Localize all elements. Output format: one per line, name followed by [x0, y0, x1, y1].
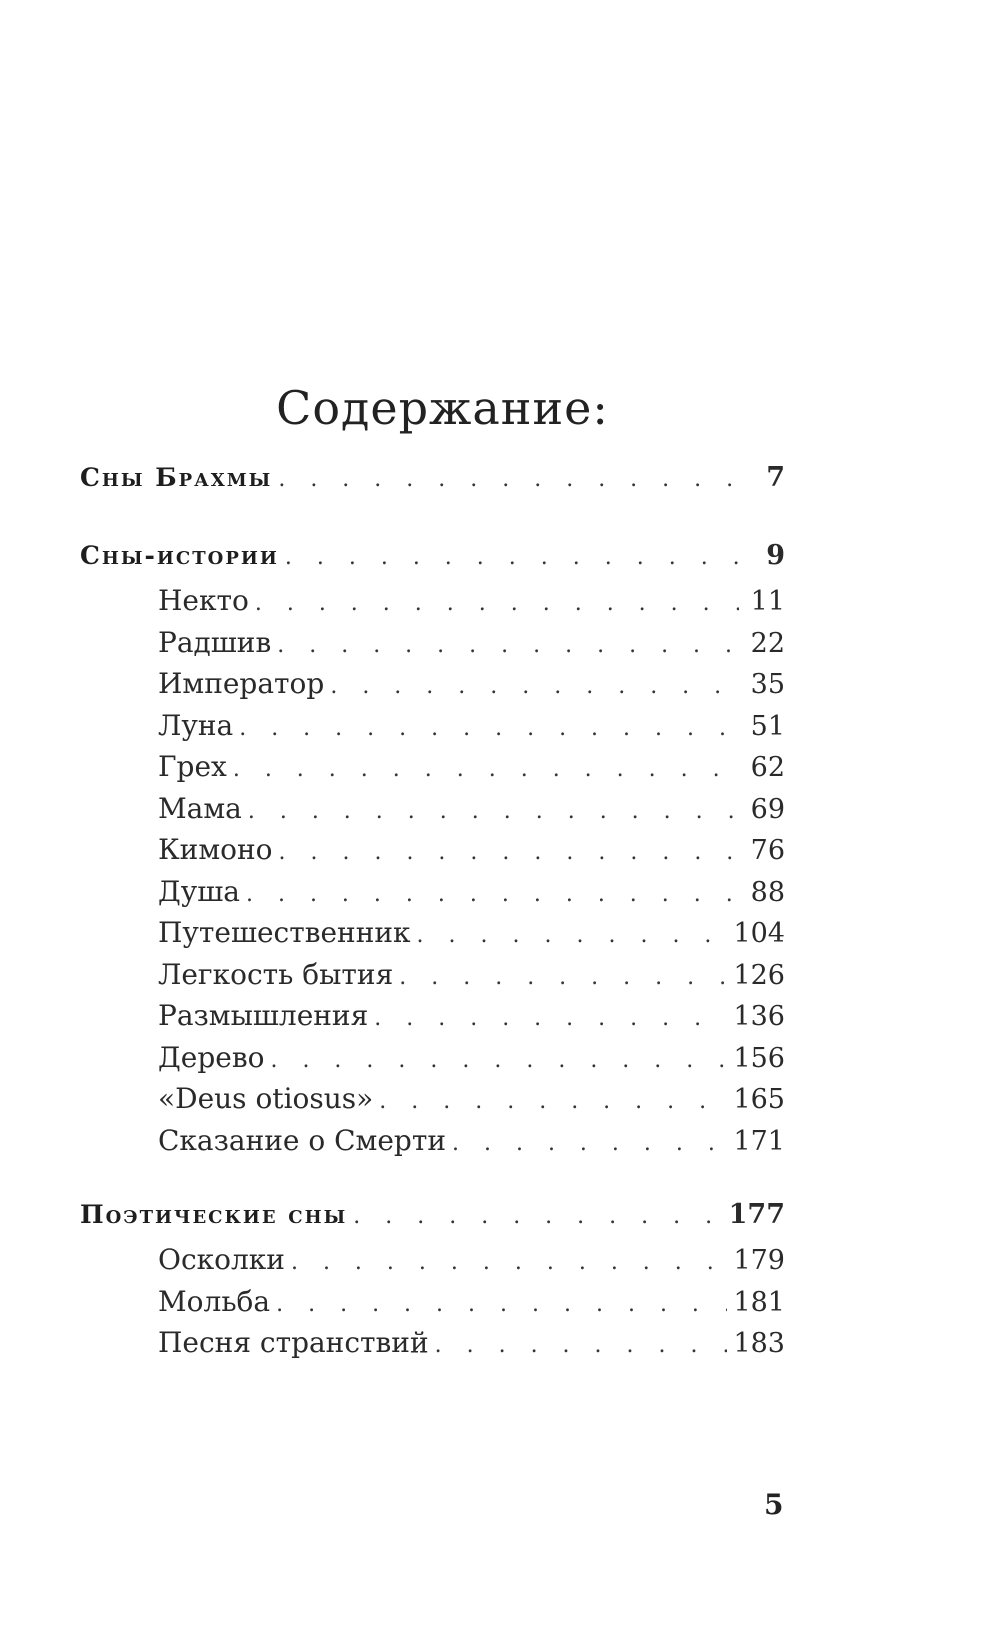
toc-entry	[80, 1124, 785, 1166]
toc-entry	[80, 1082, 785, 1124]
dot-leader	[246, 882, 739, 907]
toc-page-number: 11	[750, 586, 785, 617]
toc-entry	[80, 792, 785, 834]
toc-section	[80, 462, 785, 506]
dot-leader	[353, 1204, 722, 1229]
toc-page-number: 126	[733, 959, 785, 991]
toc-entry	[80, 999, 785, 1041]
toc-entry-label: Некто	[158, 584, 249, 617]
dot-leader	[233, 757, 739, 782]
toc-entry	[80, 958, 785, 1000]
dot-leader	[452, 1131, 727, 1156]
toc-page-number: 51	[750, 710, 785, 742]
toc-page-number: 69	[750, 793, 785, 825]
toc-entry-label: Мольба	[158, 1284, 271, 1318]
toc-page-number: 62	[750, 752, 785, 783]
dot-leader	[379, 1089, 727, 1114]
toc-page-number: 104	[733, 918, 785, 949]
table-of-contents	[80, 462, 785, 1402]
dot-leader	[291, 1250, 728, 1275]
toc-page-number: 88	[750, 876, 785, 908]
toc-page-number: 171	[733, 1125, 785, 1157]
toc-entry-label: Легкость бытия	[158, 957, 394, 991]
toc-page-number: 22	[750, 627, 785, 659]
toc-entry-label: Сказание о Смерти	[158, 1123, 446, 1157]
page-number: 5	[764, 1488, 784, 1521]
dot-leader	[417, 923, 728, 948]
toc-entry	[80, 667, 785, 709]
toc-page-number: 179	[733, 1245, 785, 1276]
toc-entry-label: Душа	[158, 874, 240, 908]
toc-page-number: 156	[733, 1042, 785, 1074]
toc-entry	[80, 1243, 785, 1285]
toc-entry	[80, 833, 785, 875]
page-title: Содержание:	[276, 380, 609, 435]
dot-leader	[277, 633, 739, 658]
toc-page-number: 35	[750, 669, 785, 700]
toc-section-label: Сны-истории	[80, 541, 279, 570]
toc-entry	[80, 875, 785, 917]
toc-entry-label: Кимоно	[158, 833, 273, 866]
dot-leader	[374, 1006, 727, 1031]
toc-section-row	[80, 462, 785, 506]
dot-leader	[279, 840, 740, 865]
dot-leader	[239, 716, 739, 741]
toc-section-label: Сны Брахмы	[80, 463, 273, 492]
toc-entry	[80, 584, 785, 626]
toc-section-row	[80, 540, 785, 584]
toc-entry	[80, 626, 785, 668]
toc-entry-label: Размышления	[158, 999, 369, 1032]
toc-entry-label: Путешественник	[158, 916, 411, 949]
toc-entry-label: Луна	[158, 708, 234, 742]
dot-leader	[399, 965, 727, 990]
toc-page-number: 76	[750, 835, 785, 866]
toc-entry-label: Грех	[158, 750, 227, 783]
dot-leader	[248, 799, 739, 824]
toc-entry	[80, 709, 785, 751]
toc-entry-label: «Deus otiosus»	[158, 1082, 374, 1115]
toc-page-number: 165	[733, 1084, 785, 1115]
toc-entry	[80, 916, 785, 958]
toc-entry	[80, 750, 785, 792]
toc-section-label: Поэтические сны	[80, 1200, 348, 1229]
toc-page-number: 177	[728, 1199, 785, 1230]
toc-section	[80, 540, 785, 1165]
toc-section	[80, 1199, 785, 1368]
dot-leader	[285, 545, 739, 570]
toc-entry	[80, 1041, 785, 1083]
toc-entry-label: Радшив	[158, 625, 272, 659]
toc-entry-label: Мама	[158, 791, 242, 825]
toc-page-number: 136	[733, 1001, 785, 1032]
toc-entry-label: Император	[158, 667, 325, 700]
toc-entry	[80, 1326, 785, 1368]
toc-page-number: 7	[766, 462, 785, 493]
toc-entry-label: Осколки	[158, 1243, 285, 1276]
dot-leader	[278, 467, 739, 492]
dot-leader	[435, 1333, 728, 1358]
toc-section-row	[80, 1199, 785, 1243]
dot-leader	[270, 1048, 727, 1073]
toc-page-number: 9	[766, 540, 785, 571]
dot-leader	[276, 1292, 727, 1317]
dot-leader	[255, 591, 739, 616]
dot-leader	[330, 674, 739, 699]
toc-entry-label: Дерево	[158, 1040, 265, 1074]
toc-entry	[80, 1285, 785, 1327]
toc-page-number: 183	[733, 1328, 785, 1359]
toc-entry-label: Песня странствий	[158, 1326, 429, 1359]
toc-page-number: 181	[733, 1286, 785, 1318]
